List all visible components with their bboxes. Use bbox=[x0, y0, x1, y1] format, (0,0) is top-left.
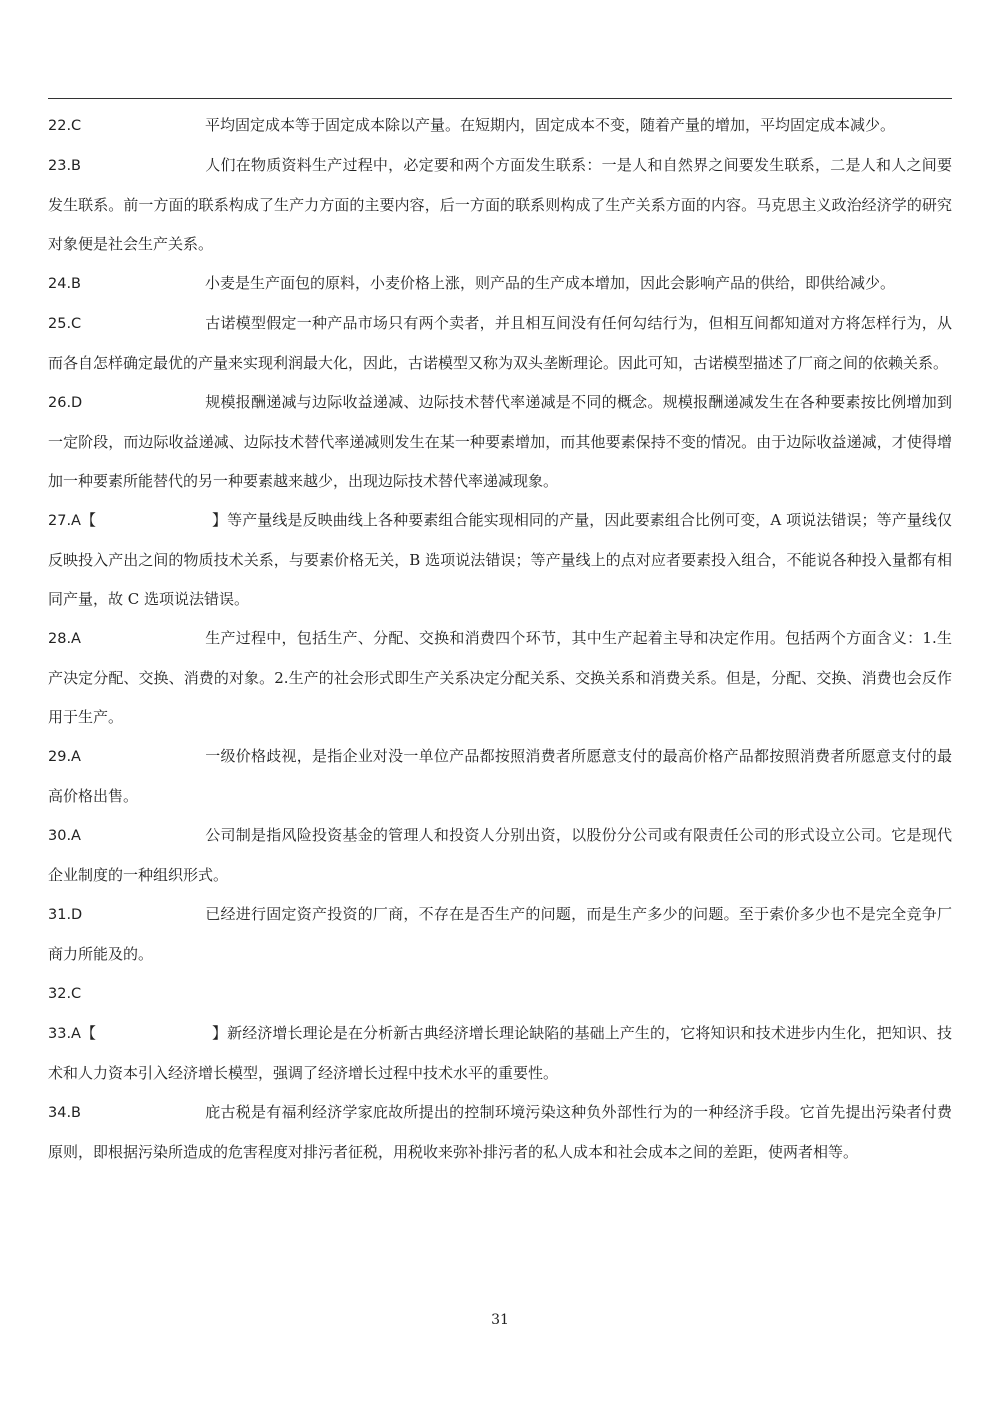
answer-item-28 bbox=[48, 619, 952, 737]
answer-explanation: 一级价格歧视，是指企业对没一单位产品都按照消费者所愿意支付的最高价格产品都按照消费者所愿意支付的最高价格出售。 bbox=[48, 747, 952, 805]
answer-number: 29.A bbox=[48, 749, 81, 765]
answer-number: 27.A bbox=[48, 513, 81, 529]
answer-explanation: 等产量线是反映曲线上各种要素组合能实现相同的产量，因此要素组合比例可变，A 项说法错误；等产量线仅反映投入产出之间的物质技术关系，与要素价格无关，B 选项说法错误；等产量线上的点对应者要素投入组合，不能说各种投入量都有相同产量，故 C 选项说法错误。 bbox=[48, 511, 952, 608]
bracket-close: 】 bbox=[212, 511, 228, 529]
answer-number: 26.D bbox=[48, 395, 83, 411]
answer-explanation: 小麦是生产面包的原料，小麦价格上涨，则产品的生产成本增加，因此会影响产品的供给，即供给减少。 bbox=[205, 274, 896, 292]
answer-item-22 bbox=[48, 106, 952, 146]
answer-explanation: 新经济增长理论是在分析新古典经济增长理论缺陷的基础上产生的，它将知识和技术进步内生化，把知识、技术和人力资本引入经济增长模型，强调了经济增长过程中技术水平的重要性。 bbox=[48, 1024, 952, 1082]
answer-explanation: 生产过程中，包括生产、分配、交换和消费四个环节，其中生产起着主导和决定作用。包括两个方面含义：1.生产决定分配、交换、消费的对象。2.生产的社会形式即生产关系决定分配关系、交换关系和消费关系。但是，分配、交换、消费也会反作用于生产。 bbox=[48, 629, 952, 726]
answer-number: 33.A bbox=[48, 1026, 81, 1042]
answer-item-26 bbox=[48, 383, 952, 501]
answer-item-27 bbox=[48, 501, 952, 619]
answer-item-24 bbox=[48, 264, 952, 304]
answer-item-29 bbox=[48, 737, 952, 816]
answer-number: 31.D bbox=[48, 907, 83, 923]
answer-list bbox=[48, 106, 952, 1172]
answer-number: 24.B bbox=[48, 276, 82, 292]
answer-bracket bbox=[81, 501, 227, 540]
answer-item-34 bbox=[48, 1093, 952, 1172]
answer-explanation: 庇古税是有福利经济学家庇故所提出的控制环境污染这种负外部性行为的一种经济手段。它首先提出污染者付费原则，即根据污染所造成的危害程度对排污者征税，用税收来弥补排污者的私人成本和社会成本之间的差距，使两者相等。 bbox=[48, 1103, 952, 1161]
answer-explanation: 公司制是指风险投资基金的管理人和投资人分别出资，以股份分公司或有限责任公司的形式设立公司。它是现代企业制度的一种组织形式。 bbox=[48, 826, 952, 884]
answer-number: 25.C bbox=[48, 316, 82, 332]
answer-number: 30.A bbox=[48, 828, 81, 844]
answer-number: 34.B bbox=[48, 1105, 82, 1121]
bracket-open: 【 bbox=[80, 511, 96, 529]
answer-item-33 bbox=[48, 1014, 952, 1093]
answer-explanation: 平均固定成本等于固定成本除以产量。在短期内，固定成本不变，随着产量的增加，平均固定成本减少。 bbox=[205, 116, 896, 134]
answer-item-23 bbox=[48, 146, 952, 264]
page-number: 31 bbox=[491, 1312, 509, 1328]
answer-item-31 bbox=[48, 895, 952, 974]
answer-explanation: 规模报酬递减与边际收益递减、边际技术替代率递减是不同的概念。规模报酬递减发生在各种要素按比例增加到一定阶段，而边际收益递减、边际技术替代率递减则发生在某一种要素增加，而其他要素保持不变的情况。由于边际收益递减，才使得增加一种要素所能替代的另一种要素越来越少，出现边际技术替代率递减现象。 bbox=[48, 393, 952, 490]
answer-explanation: 古诺模型假定一种产品市场只有两个卖者，并且相互间没有任何勾结行为，但相互间都知道对方将怎样行为，从而各自怎样确定最优的产量来实现利润最大化，因此，古诺模型又称为双头垄断理论。因此可知，古诺模型描述了厂商之间的依赖关系。 bbox=[48, 314, 952, 372]
answer-item-30 bbox=[48, 816, 952, 895]
answer-number: 32.C bbox=[48, 986, 82, 1002]
answer-item-32 bbox=[48, 974, 952, 1014]
answer-item-25 bbox=[48, 304, 952, 383]
answer-explanation: 已经进行固定资产投资的厂商，不存在是否生产的问题，而是生产多少的问题。至于索价多少也不是完全竞争厂商力所能及的。 bbox=[48, 905, 952, 963]
answer-explanation: 人们在物质资料生产过程中，必定要和两个方面发生联系：一是人和自然界之间要发生联系，二是人和人之间要发生联系。前一方面的联系构成了生产力方面的主要内容，后一方面的联系则构成了生产关系方面的内容。马克思主义政治经济学的研究对象便是社会生产关系。 bbox=[48, 156, 952, 253]
answer-bracket bbox=[81, 1014, 227, 1053]
bracket-close: 】 bbox=[212, 1024, 228, 1042]
answer-number: 23.B bbox=[48, 158, 82, 174]
bracket-open: 【 bbox=[80, 1024, 96, 1042]
answer-number: 28.A bbox=[48, 631, 81, 647]
answer-number: 22.C bbox=[48, 118, 82, 134]
header-rule bbox=[48, 98, 952, 99]
